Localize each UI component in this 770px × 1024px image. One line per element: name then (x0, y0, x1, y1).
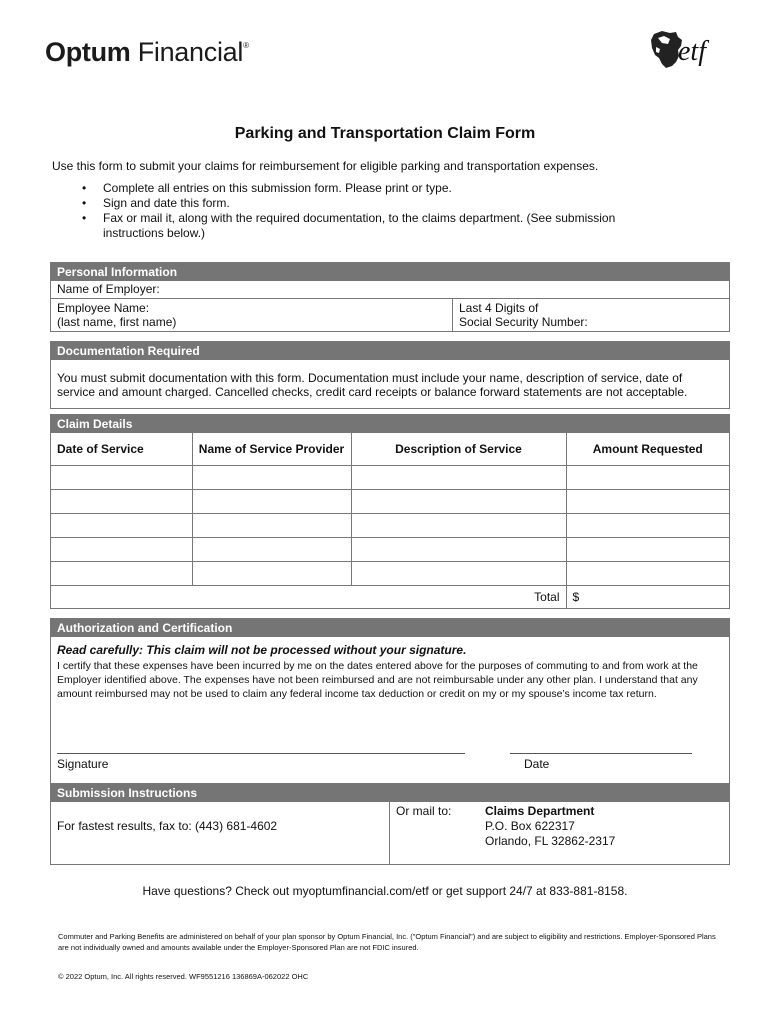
table-row (51, 513, 729, 537)
claims-table (51, 433, 729, 608)
table-row (51, 465, 729, 489)
list-item: • Sign and date this form. (82, 196, 662, 211)
provider-cell[interactable] (192, 489, 351, 513)
mail-label: Or mail to: (396, 804, 452, 818)
amount-cell[interactable] (566, 513, 729, 537)
authorization-section (50, 618, 730, 792)
employer-label: Name of Employer: (57, 282, 160, 296)
amount-cell[interactable] (566, 489, 729, 513)
ssn-label-2: Social Security Number: (459, 315, 588, 329)
optum-financial-logo (45, 37, 249, 68)
certification-text: I certify that these expenses have been incurred by me on the dates entered above for the purposes of commuting to and from work at the Employer identified above. The expenses have not been reimbursed and are not reimbursable under any other plan. I understand that any amount reimbursed may not be used to claim any federal income tax deduction or credit on my or my spouse’s income tax return. (57, 660, 698, 700)
employee-name-hint: (last name, first name) (57, 315, 177, 329)
date-field[interactable] (510, 753, 692, 754)
date-cell[interactable] (51, 513, 192, 537)
date-cell[interactable] (51, 561, 192, 585)
table-header-row (51, 433, 729, 465)
date-cell[interactable] (51, 465, 192, 489)
table-row (51, 561, 729, 585)
description-cell[interactable] (351, 489, 566, 513)
description-cell[interactable] (351, 561, 566, 585)
description-cell[interactable] (351, 513, 566, 537)
address-line: Claims Department (485, 804, 595, 818)
description-cell[interactable] (351, 465, 566, 489)
section-heading: Personal Information (51, 263, 729, 281)
etf-wordmark: etf (678, 36, 706, 67)
employer-field[interactable] (51, 281, 729, 299)
date-label: Date (524, 757, 550, 771)
signature-warning: Read carefully: This claim will not be processed without your signature. (57, 643, 467, 657)
employee-name-field[interactable] (51, 299, 453, 331)
provider-cell[interactable] (192, 537, 351, 561)
column-header: Amount Requested (566, 433, 729, 465)
total-row (51, 585, 729, 608)
currency-symbol: $ (572, 589, 580, 604)
personal-information-section (50, 262, 730, 332)
total-label: Total (51, 585, 566, 608)
column-header: Description of Service (351, 433, 566, 465)
description-cell[interactable] (351, 537, 566, 561)
copyright: © 2022 Optum, Inc. All rights reserved. WF9551216 136869A-062022 OHC (58, 972, 309, 981)
ssn-field[interactable] (453, 299, 729, 331)
documentation-section (50, 341, 730, 409)
claim-details-section (50, 414, 730, 609)
form-title: Parking and Transportation Claim Form (234, 125, 536, 142)
column-header: Date of Service (51, 433, 192, 465)
brand-registered: ® (243, 41, 249, 50)
mailing-address (485, 804, 615, 862)
address-line: P.O. Box 622317 (485, 819, 575, 833)
date-cell[interactable] (51, 537, 192, 561)
support-text: Have questions? Check out myoptumfinancial.com/etf or get support 24/7 at 833-881-8158. (142, 884, 628, 898)
brand-bold: Optum (45, 37, 131, 67)
etf-logo (648, 28, 728, 74)
section-heading: Submission Instructions (51, 784, 729, 802)
list-item: • Complete all entries on this submission form. Please print or type. (82, 181, 662, 196)
submission-section (50, 783, 730, 865)
amount-cell[interactable] (566, 537, 729, 561)
ssn-label: Last 4 Digits of (459, 301, 539, 315)
total-amount-field[interactable] (566, 585, 729, 608)
list-item: • Fax or mail it, along with the required documentation, to the claims department. (See submission instructions below.) (82, 211, 662, 241)
fax-instructions: For fastest results, fax to: (443) 681-4602 (51, 802, 390, 864)
documentation-text: You must submit documentation with this form. Documentation must include your name, description of service, date of service and amount charged. Cancelled checks, credit card receipts or balance forward statements are not acceptable. (57, 371, 688, 399)
address-line: Orlando, FL 32862-2317 (485, 834, 616, 848)
column-header: Name of Service Provider (192, 433, 351, 465)
brand-rest: Financial (130, 37, 244, 67)
signature-field[interactable] (57, 753, 465, 754)
section-heading: Authorization and Certification (51, 619, 729, 637)
signature-label: Signature (57, 757, 109, 771)
amount-cell[interactable] (566, 561, 729, 585)
instruction-list (82, 181, 662, 241)
table-row (51, 537, 729, 561)
provider-cell[interactable] (192, 561, 351, 585)
section-heading: Documentation Required (51, 342, 729, 360)
intro-text: Use this form to submit your claims for reimbursement for eligible parking and transportation expenses. (52, 159, 599, 173)
provider-cell[interactable] (192, 513, 351, 537)
employee-name-label: Employee Name: (57, 301, 150, 315)
amount-cell[interactable] (566, 465, 729, 489)
table-row (51, 489, 729, 513)
section-heading: Claim Details (51, 415, 729, 433)
provider-cell[interactable] (192, 465, 351, 489)
date-cell[interactable] (51, 489, 192, 513)
fine-print: Commuter and Parking Benefits are administered on behalf of your plan sponsor by Optum Financial, Inc. ("Optum Financial") and are subject to eligibility and restrictions. Employer-Sponsored Plans are not individually owned and amounts available under the Employer-Sponsored Plan are not FDIC insured. (58, 932, 716, 952)
